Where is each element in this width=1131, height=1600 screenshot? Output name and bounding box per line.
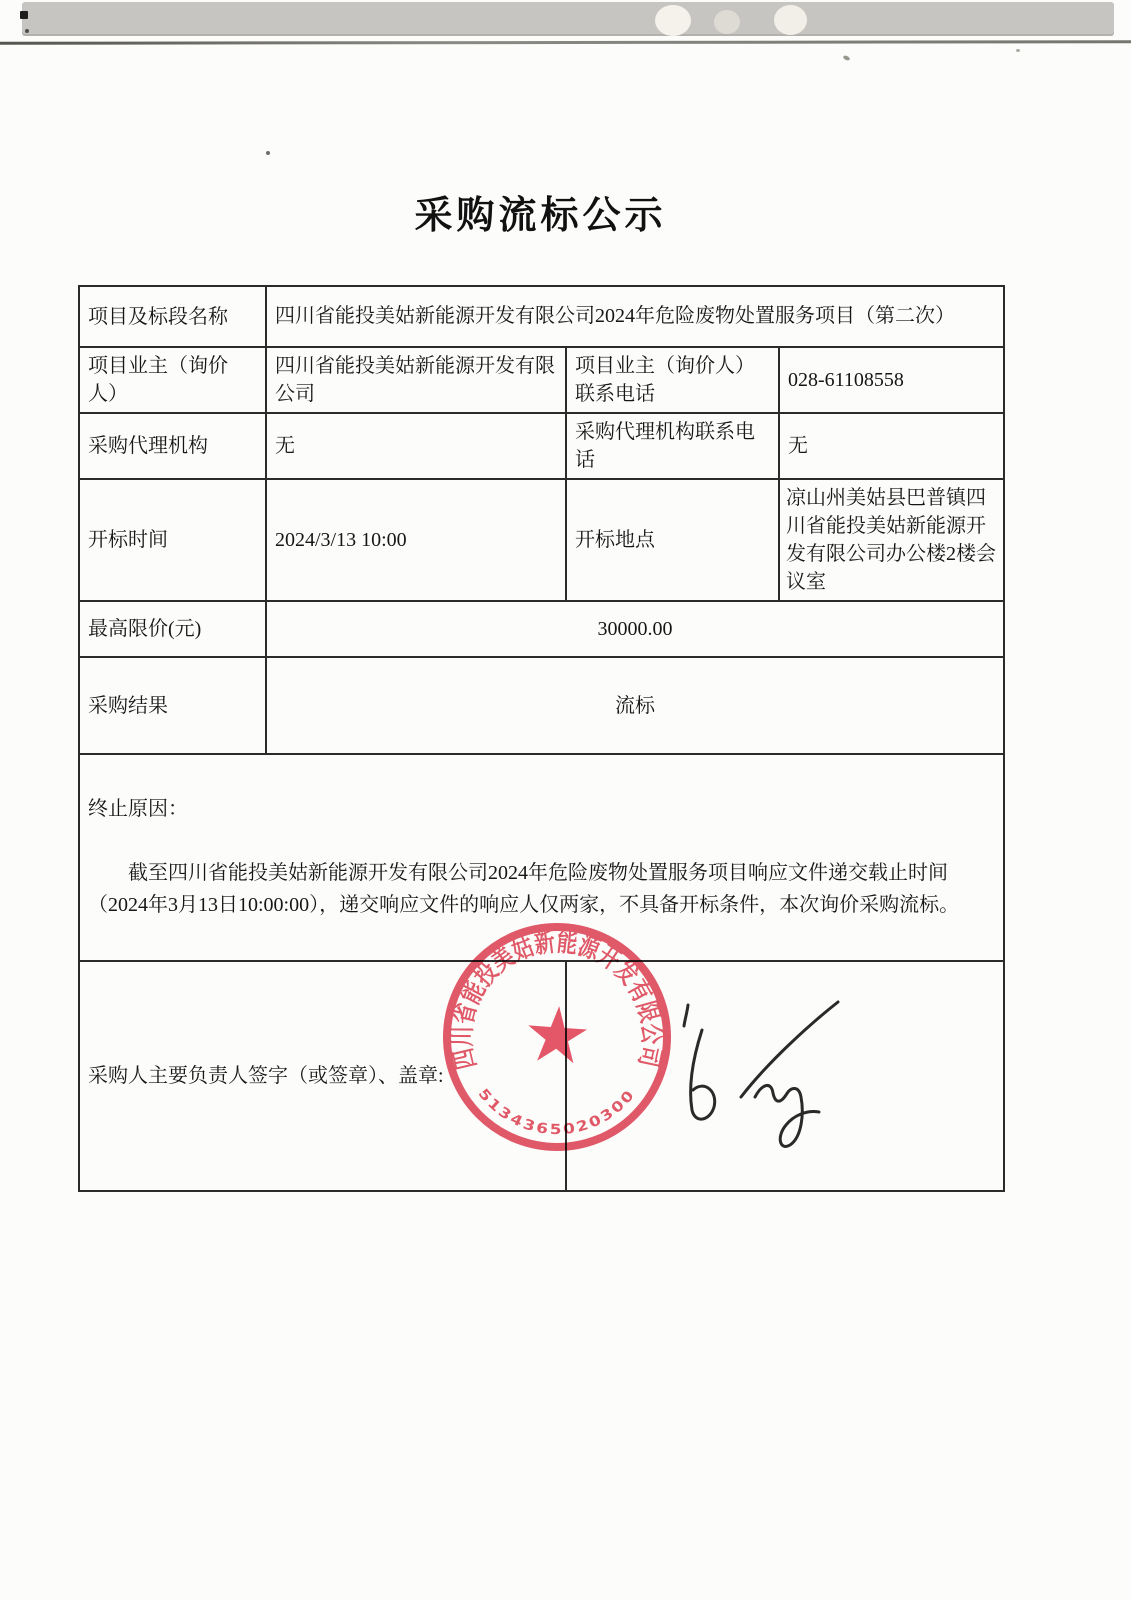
scanner-blob bbox=[655, 5, 691, 36]
owner-label: 项目业主（询价人） bbox=[79, 347, 266, 413]
announcement-table bbox=[78, 285, 1005, 1192]
agency-value: 无 bbox=[266, 413, 566, 479]
table-row bbox=[79, 347, 1004, 413]
seal-company-text: 四川省能投美姑新能源开发有限公司 bbox=[447, 926, 667, 1075]
termination-reason-cell bbox=[79, 754, 1004, 961]
scan-speck bbox=[842, 55, 850, 62]
max-price-value: 30000.00 bbox=[266, 601, 1004, 657]
page-title: 采购流标公示 bbox=[414, 193, 667, 237]
owner-phone-value: 028-61108558 bbox=[779, 347, 1004, 413]
max-price-label: 最高限价(元) bbox=[79, 601, 266, 657]
agency-phone-value: 无 bbox=[779, 413, 1004, 479]
seal-number-text: 5134365020300 bbox=[474, 1085, 638, 1139]
bid-open-time-value: 2024/3/13 10:00 bbox=[266, 479, 566, 601]
table-row bbox=[79, 961, 1004, 1191]
signature-label-cell: 采购人主要负责人签字（或签章）、盖章: bbox=[79, 961, 566, 1191]
agency-label: 采购代理机构 bbox=[79, 413, 266, 479]
bid-open-place-label: 开标地点 bbox=[566, 479, 779, 601]
result-label: 采购结果 bbox=[79, 657, 266, 754]
scanner-blob bbox=[774, 5, 807, 35]
signature-area-cell bbox=[566, 961, 1004, 1191]
table-row bbox=[79, 601, 1004, 657]
termination-reason-text: 截至四川省能投美姑新能源开发有限公司2024年危险废物处置服务项目响应文件递交载止时间（2024年3月13日10:00:00），递交响应文件的响应人仅两家，不具备开标条件，本次询价采购流标。 bbox=[88, 861, 960, 916]
agency-phone-label: 采购代理机构联系电话 bbox=[566, 413, 779, 479]
scan-mark bbox=[20, 11, 28, 19]
scanner-edge-line bbox=[0, 40, 1131, 45]
table-row bbox=[79, 754, 1004, 961]
scan-speck bbox=[1016, 49, 1020, 52]
owner-value: 四川省能投美姑新能源开发有限公司 bbox=[266, 347, 566, 413]
project-name-value: 四川省能投美姑新能源开发有限公司2024年危险废物处置服务项目（第二次） bbox=[266, 286, 1004, 347]
result-value: 流标 bbox=[266, 657, 1004, 754]
table-row bbox=[79, 413, 1004, 479]
bid-open-place-value: 凉山州美姑县巴普镇四川省能投美姑新能源开发有限公司办公楼2楼会议室 bbox=[779, 479, 1004, 601]
scanner-blob bbox=[714, 10, 740, 34]
table-row bbox=[79, 479, 1004, 601]
scanner-edge-band bbox=[22, 2, 1114, 34]
table-row bbox=[79, 657, 1004, 754]
table-row bbox=[79, 286, 1004, 347]
scan-speck bbox=[25, 29, 29, 33]
project-name-label: 项目及标段名称 bbox=[79, 286, 266, 347]
scan-speck bbox=[266, 151, 270, 155]
termination-reason-label: 终止原因： bbox=[88, 797, 188, 820]
bid-open-time-label: 开标时间 bbox=[79, 479, 266, 601]
owner-phone-label: 项目业主（询价人）联系电话 bbox=[566, 347, 779, 413]
